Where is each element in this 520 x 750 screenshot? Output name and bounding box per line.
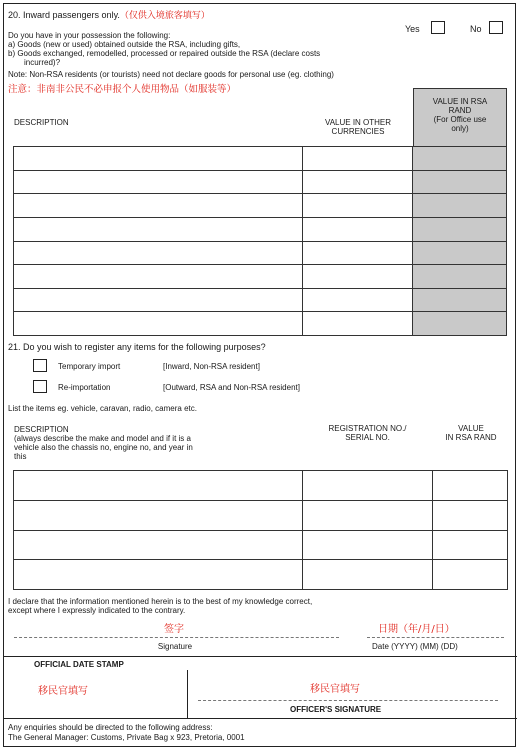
value-rsa-header: VALUE IN RSA RAND <box>445 424 497 442</box>
description-cell[interactable] <box>14 265 303 289</box>
declaration-line-1: I declare that the information mentioned herein is to the best of my knowledge correct, <box>8 597 313 606</box>
re-importation-note: [Outward, RSA and Non-RSA resident] <box>163 383 300 392</box>
no-checkbox[interactable] <box>489 21 503 34</box>
signature-label: Signature <box>157 642 193 651</box>
description-header: DESCRIPTION <box>14 118 69 127</box>
registration-cell[interactable] <box>303 560 433 590</box>
description-cell[interactable] <box>14 560 303 590</box>
table-row <box>14 241 507 265</box>
value-other-cell[interactable] <box>303 170 413 194</box>
office-use-cell <box>413 194 507 218</box>
table-row <box>14 530 508 560</box>
table-row <box>14 170 507 194</box>
registration-cell[interactable] <box>303 530 433 560</box>
table-row <box>14 265 507 289</box>
official-date-stamp-label: OFFICIAL DATE STAMP <box>34 660 124 669</box>
footer-divider <box>3 718 517 719</box>
item-b: b) Goods exchanged, remodelled, processed or repaired outside the RSA (declare costs <box>8 49 321 58</box>
officer-signature-cn: 移民官填写 <box>310 684 360 695</box>
description-cell[interactable] <box>14 217 303 241</box>
value-other-cell[interactable] <box>303 147 413 171</box>
office-use-cell <box>413 288 507 312</box>
temporary-import-note: [Inward, Non-RSA resident] <box>163 362 260 371</box>
section-20-heading: 20. Inward passengers only.（仅供入境旅客填写） <box>8 10 210 21</box>
goods-table <box>13 146 507 336</box>
registration-table <box>13 470 508 590</box>
office-use-cell <box>413 147 507 171</box>
possession-question: Do you have in your possession the following: <box>8 31 171 40</box>
description-cell[interactable] <box>14 170 303 194</box>
table-row <box>14 147 507 171</box>
value-other-cell[interactable] <box>303 217 413 241</box>
resident-note: Note: Non-RSA residents (or tourists) need not declare goods for personal use (eg. clothing) <box>8 70 334 79</box>
description-cell[interactable] <box>14 530 303 560</box>
value-other-cell[interactable] <box>303 288 413 312</box>
value-cell[interactable] <box>433 471 508 501</box>
item-b-cont: incurred)? <box>24 58 61 67</box>
description-cell[interactable] <box>14 471 303 501</box>
signature-line[interactable] <box>14 637 339 638</box>
resident-note-cn: 注意：非南非公民不必申报个人使用物品（如服装等） <box>8 84 237 95</box>
officer-signature-line[interactable] <box>198 700 498 701</box>
signature-label-cn: 签字 <box>164 624 184 635</box>
officer-signature-label: OFFICER'S SIGNATURE <box>290 705 382 714</box>
date-label: Date (YYYY) (MM) (DD) <box>372 642 458 651</box>
value-cell[interactable] <box>433 560 508 590</box>
table-row <box>14 312 507 336</box>
value-other-cell[interactable] <box>303 241 413 265</box>
enquiries-line: Any enquiries should be directed to the following address: <box>8 723 213 732</box>
office-use-cell <box>413 265 507 289</box>
registration-no-header: REGISTRATION NO./ SERIAL NO. <box>328 424 407 442</box>
no-label: No <box>470 24 482 34</box>
table-row <box>14 500 508 530</box>
declaration-line-2: except where I expressly indicated to the contrary. <box>8 606 186 615</box>
table-row <box>14 217 507 241</box>
enquiries-address: The General Manager: Customs, Private Bag x 923, Pretoria, 0001 <box>8 733 245 742</box>
registration-cell[interactable] <box>303 500 433 530</box>
table-row <box>14 471 508 501</box>
table-row <box>14 194 507 218</box>
office-use-cell <box>413 312 507 336</box>
value-other-cell[interactable] <box>303 194 413 218</box>
description-cell[interactable] <box>14 194 303 218</box>
description-cell[interactable] <box>14 147 303 171</box>
official-stamp-cn: 移民官填写 <box>38 686 88 697</box>
office-use-cell <box>413 170 507 194</box>
office-use-cell <box>413 241 507 265</box>
table-row <box>14 288 507 312</box>
temporary-import-checkbox[interactable] <box>33 359 47 372</box>
value-other-cell[interactable] <box>303 312 413 336</box>
section-21-heading: 21. Do you wish to register any items for the following purposes? <box>8 342 266 352</box>
office-use-header-cell: VALUE IN RSA RAND (For Office use only) <box>413 88 507 146</box>
official-divider <box>3 656 517 657</box>
description-cell[interactable] <box>14 312 303 336</box>
value-other-cell[interactable] <box>303 265 413 289</box>
temporary-import-label: Temporary import <box>58 362 121 371</box>
description-cell[interactable] <box>14 288 303 312</box>
list-items-instruction: List the items eg. vehicle, caravan, radio, camera etc. <box>8 404 197 413</box>
description-cell[interactable] <box>14 241 303 265</box>
value-other-header: VALUE IN OTHER CURRENCIES <box>324 118 392 136</box>
registration-cell[interactable] <box>303 471 433 501</box>
registration-description-header: DESCRIPTION (always describe the make and model and if it is a vehicle also the chassis no, engine no, and year in this <box>14 425 193 461</box>
value-cell[interactable] <box>433 530 508 560</box>
yes-checkbox[interactable] <box>431 21 445 34</box>
description-cell[interactable] <box>14 500 303 530</box>
office-use-cell <box>413 217 507 241</box>
date-line[interactable] <box>367 637 504 638</box>
yes-label: Yes <box>405 24 420 34</box>
value-cell[interactable] <box>433 500 508 530</box>
item-a: a) Goods (new or used) obtained outside the RSA, including gifts, <box>8 40 241 49</box>
date-label-cn: 日期（年/月/日） <box>378 624 455 635</box>
table-row <box>14 560 508 590</box>
official-column-divider <box>187 670 188 718</box>
re-importation-label: Re-importation <box>58 383 111 392</box>
re-importation-checkbox[interactable] <box>33 380 47 393</box>
